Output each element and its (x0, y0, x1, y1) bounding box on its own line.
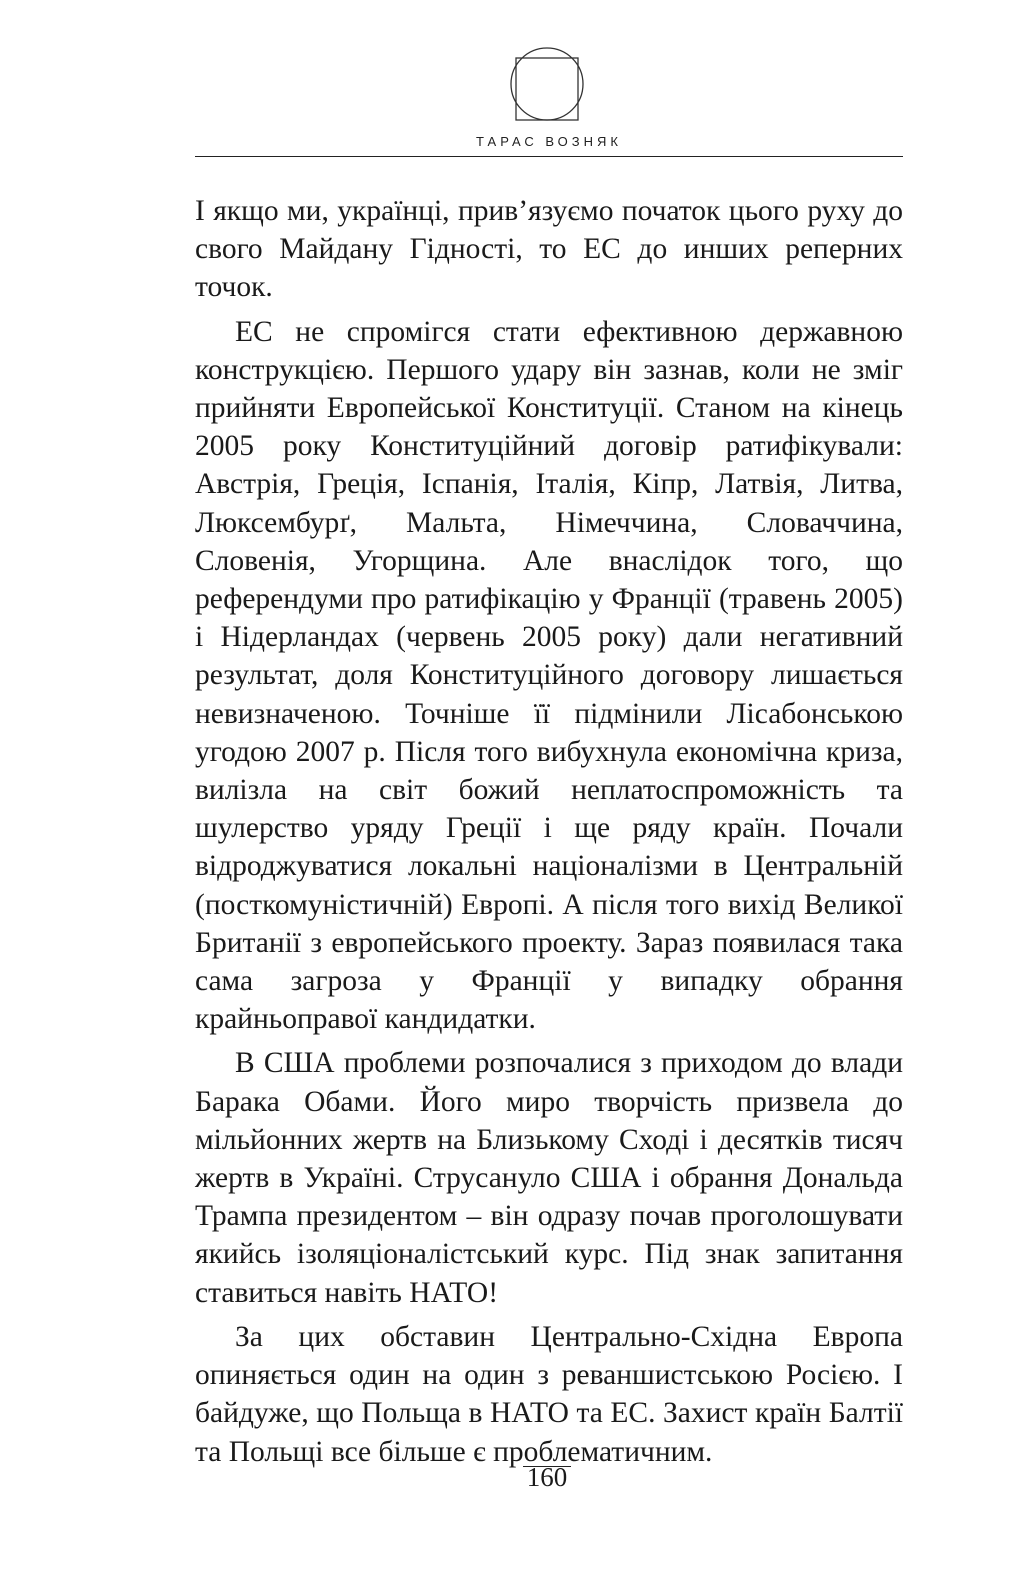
paragraph: І якщо ми, українці, прив’язуємо початок цього руху до свого Майдану Гідності, то ЕС до инших реперних точок. (195, 195, 903, 304)
running-head-author: ТАРАС ВОЗНЯК (476, 134, 622, 149)
paragraph: В США проблеми розпочалися з приходом до влади Барака Обами. Його миро творчість призвела до мільйонних жертв на Близькому Сході і десятків тисяч жертв в Україні. Струсануло США і обрання Дональда Трампа президентом – він одразу почав проголошувати якийсь ізоляціоналістський курс. Під знак запитання ставиться навіть НАТО! (195, 1047, 903, 1309)
circle-square-logo-icon (509, 46, 585, 122)
body-text (195, 192, 903, 1471)
paragraph: За цих обставин Центрально-Східна Европа опиняється один на один з реваншистською Росією. І байдуже, що Польща в НАТО та ЕС. Захист країн Балтії та Польщі все більше є проблематичним. (195, 1320, 903, 1468)
header-rule (195, 156, 903, 157)
page-number: 160 (526, 1462, 568, 1492)
paragraph: ЕС не спромігся стати ефективною державною конструкцією. Першого удару він зазнав, коли не зміг прийняти Европейської Конституції. Станом на кінець 2005 року Конституційний договір ратифікували: Австрія, Греція, Іспанія, Італія, Кіпр, Латвія, Литва, Люксембурґ, Мальта, Німеччина, Словаччина, Словенія, Угорщина. Але внаслідок того, що референдуми про ратифікацію у Франції (травень 2005) і Нідерландах (червень 2005 року) дали негативний результат, доля Конституційного договору лишається невизначеною. Точніше її підмінили Лісабонською угодою 2007 р. Після того вибухнула економічна криза, вилізла на світ божий неплатоспроможність та шулерство уряду Греції і ще ряду країн. Почали відроджуватися локальні націоналізми в Центральній (посткомуністичній) Европі. А після того вихід Великої Британії з европейського проекту. Зараз появилася така сама загроза у Франції у випадку обрання крайньоправої кандидатки. (195, 315, 903, 1036)
